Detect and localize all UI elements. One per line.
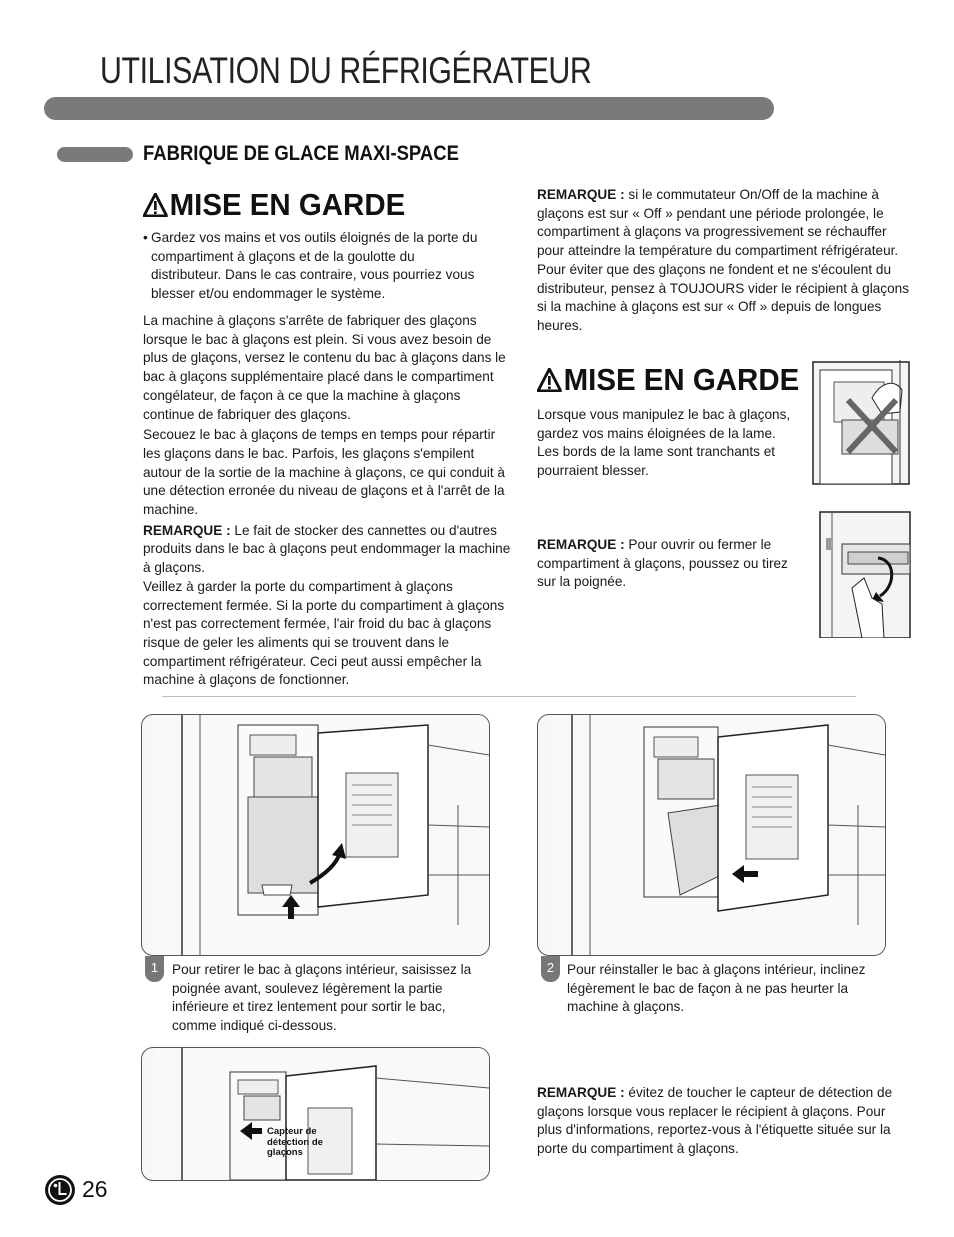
figure-step-1	[141, 714, 490, 956]
warning-bullet-text: Gardez vos mains et vos outils éloignés de la porte du compartiment à glaçons et de la goulotte du distributeur. Dans le cas contraire, vous pourriez vous blesser et/ou endommager le système.	[151, 230, 478, 302]
step-number: 1	[145, 956, 164, 982]
remark-label: REMARQUE :	[537, 1085, 625, 1100]
warning-bullet	[143, 229, 488, 304]
bullet-dot: •	[143, 230, 148, 245]
section-title: FABRIQUE DE GLACE MAXI-SPACE	[143, 142, 459, 165]
remark-label: REMARQUE :	[537, 187, 625, 202]
sensor-label: Capteur de détection de glaçons	[267, 1126, 323, 1158]
lg-logo-icon	[44, 1174, 76, 1206]
title-bar	[44, 97, 774, 120]
remark-label: REMARQUE :	[537, 537, 625, 552]
page-title: UTILISATION DU RÉFRIGÉRATEUR	[100, 50, 592, 91]
handle-illustration	[812, 508, 912, 638]
remark-paragraph	[143, 522, 515, 578]
warning-heading-left	[143, 187, 405, 223]
step-1-text: Pour retirer le bac à glaçons intérieur, saisissez la poignée avant, soulevez légèrement la partie inférieure et tirez lentement pour sortir le bac, comme indiqué ci-dessous.	[172, 962, 472, 1034]
remark-text: si le commutateur On/Off de la machine à glaçons est sur « Off » pendant une période prolongée, le compartiment à glaçons va progressivement se réchauffer pour atteindre la température du compartiment réfrigérateur. Pour éviter que des glaçons ne fondent et ne s'écoulent du distributeur, pensez à TOUJOURS vider le récipient à glaçons si la machine à glaçons est sur « Off » depuis de longues heures.	[537, 187, 909, 333]
remark-text: Pour ouvrir ou fermer le compartiment à glaçons, poussez ou tirez sur la poignée.	[537, 537, 788, 590]
section-pill	[57, 147, 133, 162]
figure-sensor	[141, 1047, 490, 1181]
right-warning-text: Lorsque vous manipulez le bac à glaçons, gardez vos mains éloignées de la lame. Les bords de la lame sont tranchants et pourraient blesser.	[537, 407, 791, 479]
sensor-illustration	[142, 1048, 489, 1180]
left-body	[143, 312, 515, 692]
step-number: 2	[541, 956, 560, 982]
step-2-illustration	[538, 715, 885, 955]
warning-triangle-icon	[143, 193, 168, 217]
warning-triangle-icon	[537, 368, 562, 392]
paragraph: Secouez le bac à glaçons de temps en temps pour répartir les glaçons dans le bac. Parfois, les glaçons s'empilent autour de la sortie de la machine à glaçons, ce qui conduit à une détection erronée du niveau de glaçons et à l'arrêt de la machine.	[143, 427, 505, 518]
paragraph: La machine à glaçons s'arrête de fabriquer des glaçons lorsque le bac à glaçons est plein. Si vous avez besoin de plus de glaçons, versez le contenu du bac à glaçons dans le bac à glaçons supplémentaire placé dans le compartiment congélateur, de façon à ce que la machine à glaçons continue de fabriquer des glaçons.	[143, 313, 506, 422]
remark-label: REMARQUE :	[143, 522, 231, 538]
step-1-illustration	[142, 715, 489, 955]
paragraph: Veillez à garder la porte du compartiment à glaçons correctement fermée. Si la porte du compartiment à glaçons n'est pas correctement fermée, l'air froid du bac à glaçons risque de geler les aliments qui se trouvent dans le compartiment réfrigérateur. Ceci peut aussi empêcher la machine à glaçons de fonctionner.	[143, 578, 505, 688]
warning-title-left: MISE EN GARDE	[169, 187, 406, 222]
blade-warning-illustration	[812, 360, 912, 486]
left-column-text	[143, 229, 488, 304]
lg-logo	[44, 1174, 76, 1206]
divider	[162, 696, 856, 697]
remark-text: évitez de toucher le capteur de détection de glaçons lorsque vous replacer le récipient à glaçons. Pour plus d'informations, reportez-vous à l'étiquette située sur la porte du compartiment à glaçons.	[537, 1085, 893, 1157]
right-remark-1	[537, 186, 909, 336]
figure-step-2	[537, 714, 886, 956]
page-number: 26	[82, 1176, 108, 1202]
step-2-text: Pour réinstaller le bac à glaçons intérieur, inclinez légèrement le bac de façon à ne pas heurter la machine à glaçons.	[567, 962, 866, 1015]
warning-heading-right	[537, 362, 799, 398]
right-remark-2	[537, 536, 795, 592]
bottom-remark	[537, 1084, 909, 1159]
warning-title-right: MISE EN GARDE	[563, 362, 800, 397]
remark-text: Le fait de stocker des cannettes ou d'autres produits dans le bac à glaçons peut endommager la machine à glaçons.	[143, 522, 511, 576]
